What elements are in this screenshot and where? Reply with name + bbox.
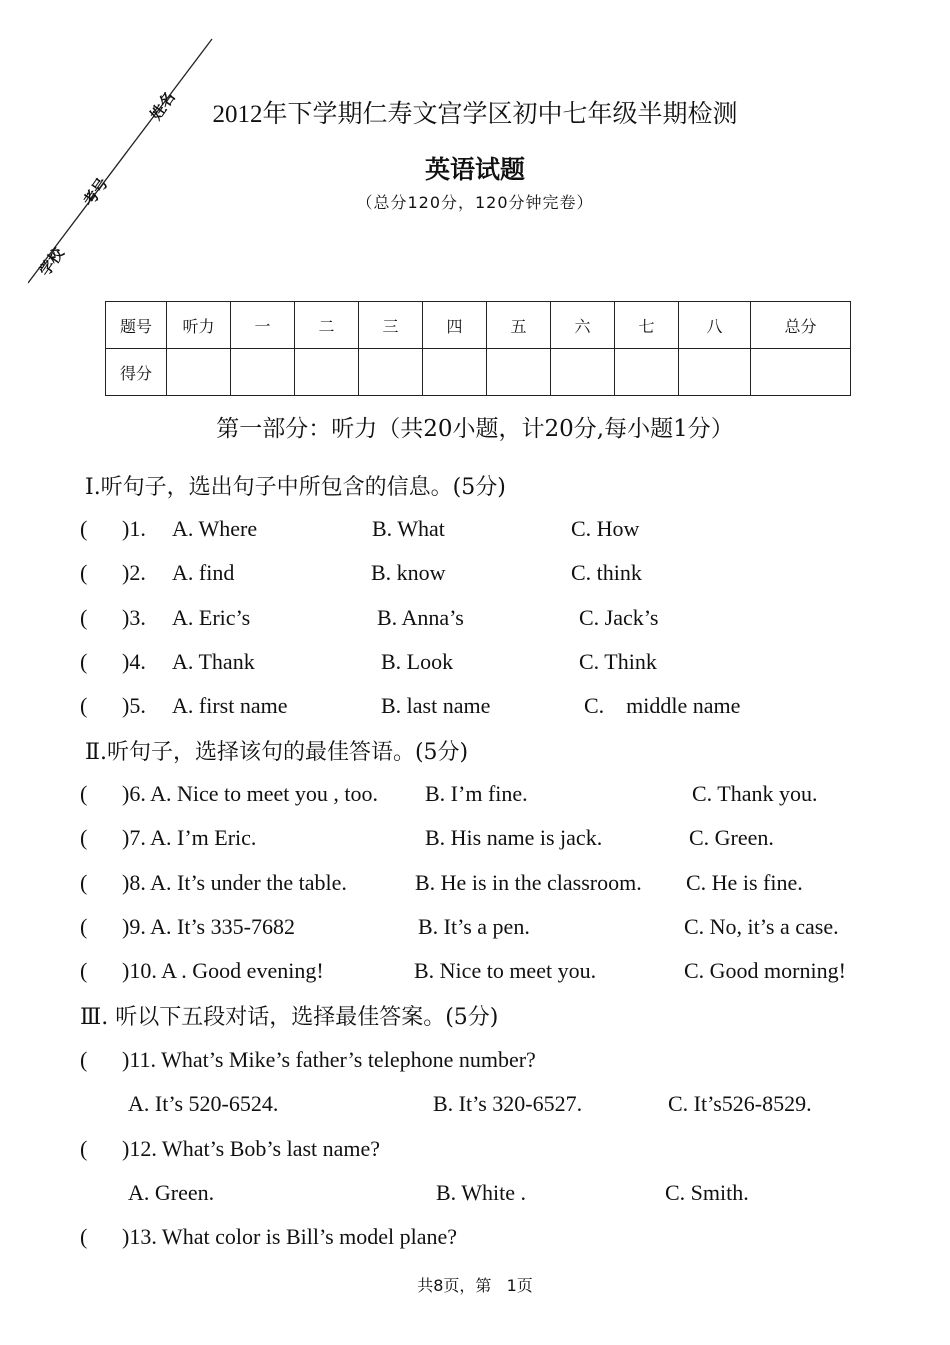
option-c: C. Smith. <box>665 1180 749 1205</box>
score-cell: 七 <box>615 302 679 349</box>
exam-title: 2012年下学期仁寿文宫学区初中七年级半期检测 <box>212 101 738 128</box>
score-cell: 三 <box>359 302 423 349</box>
score-blank <box>359 349 423 396</box>
option-b: B. His name is jack. <box>425 825 603 850</box>
score-cell: 八 <box>679 302 751 349</box>
option-b: B. He is in the classroom. <box>415 870 642 895</box>
exam-number-label: 考号 <box>79 174 112 210</box>
answer-paren: ( <box>80 649 88 674</box>
option-b: B. Look <box>381 649 454 674</box>
option-c: C. Good morning! <box>684 958 846 983</box>
answer-paren: ( <box>80 958 88 983</box>
answer-paren: ( <box>80 1224 88 1249</box>
section-1-heading: Ⅰ.听句子，选出句子中所包含的信息。(5分) <box>85 475 506 500</box>
option-b: B. White . <box>436 1180 527 1205</box>
option-c: C. No, it’s a case. <box>684 914 839 939</box>
option-b: B. know <box>371 560 446 585</box>
option-c: C. He is fine. <box>686 870 803 895</box>
exam-subject: 英语试题 <box>424 155 525 184</box>
question-option-a: )7. A. I’m Eric. <box>122 825 257 850</box>
option-a: A. It’s 520-6524. <box>128 1091 279 1116</box>
question-option-a: )8. A. It’s under the table. <box>122 870 347 895</box>
question-stem: )13. What color is Bill’s model plane? <box>122 1224 458 1249</box>
option-a: A. Thank <box>172 649 255 674</box>
score-blank <box>423 349 487 396</box>
answer-paren: ( <box>80 1047 88 1072</box>
score-table <box>105 301 851 396</box>
score-cell: 听力 <box>167 302 231 349</box>
option-c: C. Think <box>579 649 657 674</box>
score-blank <box>231 349 295 396</box>
score-blank <box>751 349 851 396</box>
option-c: C. It’s526-8529. <box>668 1091 812 1116</box>
option-c: C. How <box>571 516 640 541</box>
section-3-heading: Ⅲ. 听以下五段对话，选择最佳答案。(5分) <box>80 1005 499 1030</box>
score-cell: 二 <box>295 302 359 349</box>
question-option-a: )6. A. Nice to meet you , too. <box>122 781 379 806</box>
binding-line <box>28 37 278 287</box>
school-label: 学校 <box>35 244 68 280</box>
score-table-header-row <box>106 302 851 349</box>
question-option-a: )9. A. It’s 335-7682 <box>122 914 295 939</box>
answer-paren: ( <box>80 693 88 718</box>
option-b: B. It’s a pen. <box>418 914 530 939</box>
answer-paren: ( <box>80 1136 88 1161</box>
score-blank <box>679 349 751 396</box>
option-a: A. Green. <box>128 1180 215 1205</box>
score-blank <box>551 349 615 396</box>
question-number: )4. <box>122 649 146 674</box>
question-stem: )12. What’s Bob’s last name? <box>122 1136 381 1161</box>
option-c: C. Jack’s <box>579 605 659 630</box>
option-a: A. Where <box>172 516 258 541</box>
score-cell: 五 <box>487 302 551 349</box>
section-2-heading: Ⅱ.听句子，选择该句的最佳答语。(5分) <box>85 740 469 765</box>
answer-paren: ( <box>80 560 88 585</box>
option-a: A. first name <box>172 693 288 718</box>
question-stem: )11. What’s Mike’s father’s telephone number? <box>122 1047 536 1072</box>
answer-paren: ( <box>80 605 88 630</box>
option-c: C. think <box>571 560 642 585</box>
score-cell: 题号 <box>106 302 167 349</box>
option-b: B. It’s 320-6527. <box>433 1091 583 1116</box>
option-b: B. Nice to meet you. <box>414 958 597 983</box>
page-footer: 共8页，第 1页 <box>417 1276 533 1295</box>
score-cell: 总分 <box>751 302 851 349</box>
option-c: C. middle name <box>584 693 741 718</box>
option-b: B. Anna’s <box>377 605 464 630</box>
score-cell: 六 <box>551 302 615 349</box>
score-cell: 一 <box>231 302 295 349</box>
question-number: )3. <box>122 605 146 630</box>
part-one-heading: 第一部分：听力（共20小题，计20分,每小题1分） <box>216 416 734 442</box>
exam-note: （总分120分，120分钟完卷） <box>356 193 594 212</box>
question-number: )2. <box>122 560 146 585</box>
name-label: 姓名 <box>146 88 179 124</box>
score-blank <box>295 349 359 396</box>
question-option-a: )10. A . Good evening! <box>122 958 324 983</box>
option-b: B. I’m fine. <box>425 781 528 806</box>
question-number: )5. <box>122 693 146 718</box>
score-table-score-row <box>106 349 851 396</box>
answer-paren: ( <box>80 914 88 939</box>
score-blank <box>167 349 231 396</box>
question-number: )1. <box>122 516 146 541</box>
answer-paren: ( <box>80 516 88 541</box>
score-blank <box>615 349 679 396</box>
option-a: A. Eric’s <box>172 605 251 630</box>
option-b: B. last name <box>381 693 491 718</box>
answer-paren: ( <box>80 825 88 850</box>
option-b: B. What <box>372 516 445 541</box>
option-c: C. Green. <box>689 825 774 850</box>
answer-paren: ( <box>80 870 88 895</box>
score-cell: 得分 <box>106 349 167 396</box>
score-blank <box>487 349 551 396</box>
option-c: C. Thank you. <box>692 781 818 806</box>
score-cell: 四 <box>423 302 487 349</box>
answer-paren: ( <box>80 781 88 806</box>
option-a: A. find <box>172 560 235 585</box>
